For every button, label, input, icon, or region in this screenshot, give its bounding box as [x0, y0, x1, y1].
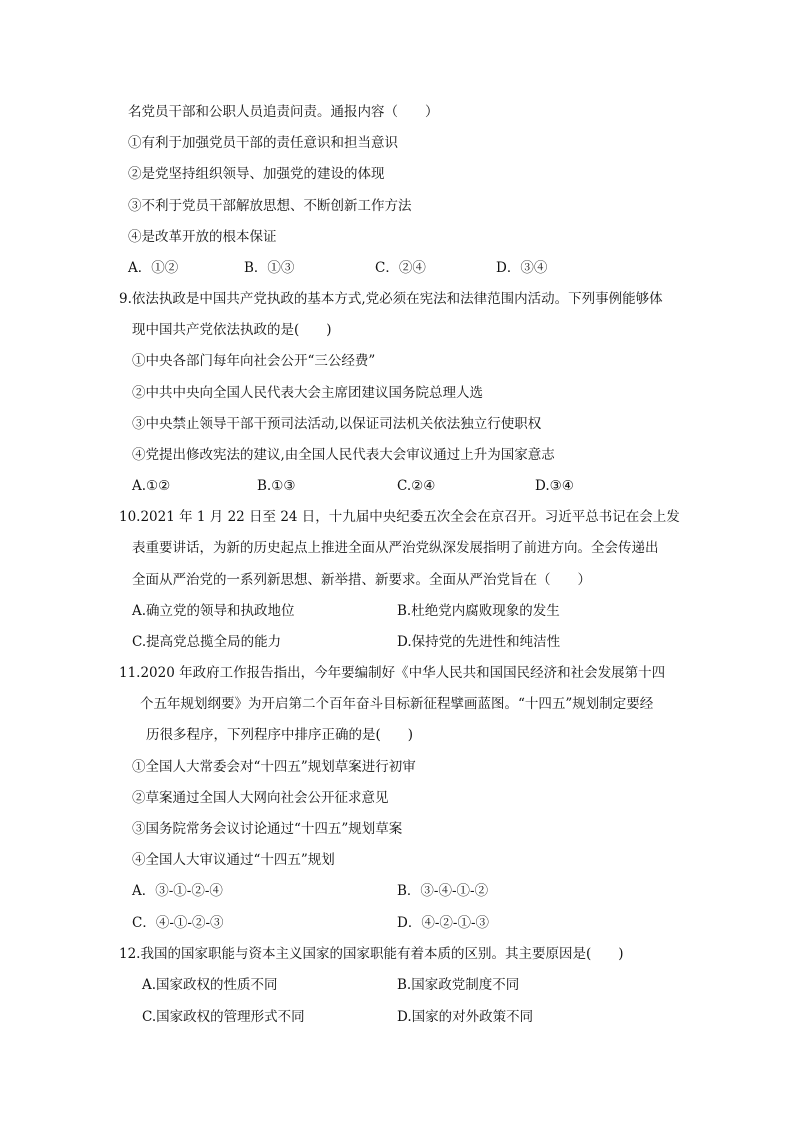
q10-stem-line-3: 全面从严治党的一系列新思想、新举措、新要求。全面从严治党旨在（ ） [132, 572, 591, 588]
q11-stem-line-3: 历很多程序，下列程序中排序正确的是( ) [146, 727, 414, 743]
q9-statement-4: ④党提出修改宪法的建议,由全国人民代表大会审议通过上升为国家意志 [132, 447, 555, 463]
q12-stem: 12.我国的国家职能与资本主义国家的国家职能有着本质的区别。其主要原因是( ) [119, 946, 624, 962]
q8-statement-1: ①有利于加强党员干部的责任意识和担当意识 [128, 135, 398, 151]
q12-option-c: C.国家政权的管理形式不同 [142, 1009, 305, 1025]
q11-stem-line-1: 11.2020 年政府工作报告指出，今年要编制好《中华人民共和国国民经济和社会发展第十四 [119, 665, 666, 681]
q9-option-c: C.②④ [397, 478, 436, 494]
q11-statement-4: ④全国人大审议通过“十四五”规划 [132, 852, 335, 868]
q10-option-a: A.确立党的领导和执政地位 [132, 603, 295, 619]
q8-statement-4: ④是改革开放的根本保证 [128, 229, 277, 245]
q11-option-a: A．③-①-②-④ [132, 883, 223, 899]
q11-option-b: B．③-④-①-② [397, 883, 489, 899]
q10-option-d: D.保持党的先进性和纯洁性 [397, 634, 561, 650]
q11-statement-3: ③国务院常务会议讨论通过“十四五”规划草案 [132, 821, 403, 837]
q11-option-d: D．④-②-①-③ [397, 915, 490, 931]
q12-option-d: D.国家的对外政策不同 [397, 1009, 534, 1025]
q8-continuation: 名党员干部和公职人员追责问责。通报内容（ ） [128, 104, 439, 120]
q11-statement-1: ①全国人大常委会对“十四五”规划草案进行初审 [132, 759, 416, 775]
q12-option-b: B.国家政党制度不同 [397, 977, 520, 993]
q9-statement-2: ②中共中央向全国人民代表大会主席团建议国务院总理人选 [132, 385, 483, 401]
q8-option-a: A．①② [128, 260, 179, 276]
q11-option-c: C．④-①-②-③ [132, 915, 224, 931]
q9-option-b: B.①③ [257, 478, 296, 494]
q8-option-d: D．③④ [496, 260, 548, 276]
q8-option-b: B．①③ [244, 260, 295, 276]
q10-option-b: B.杜绝党内腐败现象的发生 [397, 603, 560, 619]
q12-option-a: A.国家政权的性质不同 [142, 977, 278, 993]
q10-option-c: C.提高党总揽全局的能力 [132, 634, 282, 650]
q10-stem-line-2: 表重要讲话，为新的历史起点上推进全面从严治党纵深发展指明了前进方向。全会传递出 [132, 540, 659, 556]
q11-stem-line-2: 个五年规划纲要》为开启第二个百年奋斗目标新征程擘画蓝图。“十四五”规划制定要经 [140, 696, 654, 712]
q10-stem-line-1: 10.2021 年 1 月 22 日至 24 日，十九届中央纪委五次全会在京召开。习近平总书记在会上发 [119, 509, 680, 525]
q9-stem-line-2: 现中国共产党依法执政的是( ) [132, 322, 332, 338]
q11-statement-2: ②草案通过全国人大网向社会公开征求意见 [132, 790, 389, 806]
q8-option-c: C．②④ [375, 260, 426, 276]
q9-option-d: D.③④ [535, 478, 574, 494]
q8-statement-2: ②是党坚持组织领导、加强党的建设的体现 [128, 166, 385, 182]
q9-statement-3: ③中央禁止领导干部干预司法活动,以保证司法机关依法独立行使职权 [132, 416, 542, 432]
q9-option-a: A.①② [132, 478, 171, 494]
q9-stem-line-1: 9.依法执政是中国共产党执政的基本方式,党必须在宪法和法律范围内活动。下列事例能够体 [119, 291, 663, 307]
q9-statement-1: ①中央各部门每年向社会公开“三公经费” [132, 353, 376, 369]
q8-statement-3: ③不利于党员干部解放思想、不断创新工作方法 [128, 198, 412, 214]
